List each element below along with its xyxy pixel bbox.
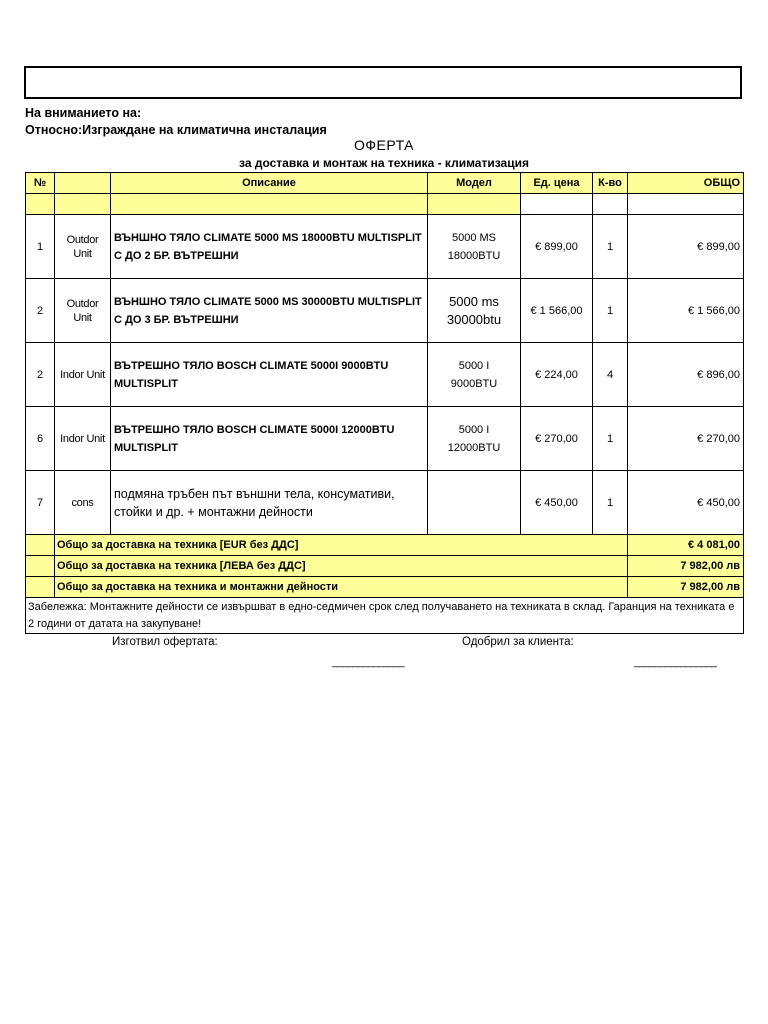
row-category: Outdor Unit <box>55 279 111 343</box>
row-qty: 4 <box>593 343 628 407</box>
col-header-num: № <box>26 173 55 194</box>
row-num: 1 <box>26 215 55 279</box>
row-num: 2 <box>26 279 55 343</box>
row-total: € 899,00 <box>628 215 744 279</box>
offer-title: ОФЕРТА <box>353 137 414 153</box>
row-unit-price: € 1 566,00 <box>521 279 593 343</box>
summary-row <box>26 556 744 577</box>
col-header-category <box>55 173 111 194</box>
offer-subtitle: за доставка и монтаж на техника - климатизация <box>239 156 529 170</box>
row-num: 6 <box>26 407 55 471</box>
table-row <box>26 279 744 343</box>
row-total: € 1 566,00 <box>628 279 744 343</box>
summary-value: € 4 081,00 <box>628 535 744 556</box>
row-category: Outdor Unit <box>55 215 111 279</box>
model-line-1: 5000 I <box>458 423 490 436</box>
col-header-total: ОБЩО <box>628 173 744 194</box>
row-category: Indor Unit <box>55 407 111 471</box>
row-model <box>428 279 521 343</box>
row-model <box>428 215 521 279</box>
row-num: 7 <box>26 471 55 535</box>
header-box <box>24 66 742 99</box>
summary-label: Общо за доставка на техника [EUR без ДДС] <box>55 535 628 556</box>
table-header-row <box>26 173 744 194</box>
model-line-2: 18000BTU <box>447 249 501 262</box>
summary-row <box>26 577 744 598</box>
row-category: Indor Unit <box>55 343 111 407</box>
row-unit-price: € 450,00 <box>521 471 593 535</box>
approved-by-label: Одобрил за клиента: <box>462 636 574 648</box>
row-unit-price: € 224,00 <box>521 343 593 407</box>
col-header-model: Модел <box>428 173 521 194</box>
model-line-2: 30000btu <box>446 311 502 327</box>
row-description: подмяна тръбен път външни тела, консумативи, стойки и др. + монтажни дейности <box>111 471 428 535</box>
offer-table <box>25 172 744 634</box>
model-line-1: 5000 ms <box>449 293 499 309</box>
row-model <box>428 407 521 471</box>
row-total: € 896,00 <box>628 343 744 407</box>
row-description: ВЪТРЕШНО ТЯЛО BOSCH CLIMATE 5000I 12000BTU MULTISPLIT <box>111 407 428 471</box>
row-qty: 1 <box>593 471 628 535</box>
table-row <box>26 343 744 407</box>
model-line-2: 9000BTU <box>450 377 498 390</box>
row-unit-price: € 899,00 <box>521 215 593 279</box>
regarding-line: Относно:Изграждане на климатична инсталация <box>25 123 327 137</box>
summary-value: 7 982,00 лв <box>628 556 744 577</box>
summary-row <box>26 535 744 556</box>
row-qty: 1 <box>593 215 628 279</box>
table-row <box>26 471 744 535</box>
model-line-1: 5000 MS <box>451 231 497 244</box>
signature-line-right: ________________ <box>634 656 716 668</box>
row-description: ВЪНШНО ТЯЛО CLIMATE 5000 MS 30000BTU MULTISPLIT С ДО 3 БР. ВЪТРЕШНИ <box>111 279 428 343</box>
summary-label: Общо за доставка на техника и монтажни дейности <box>55 577 628 598</box>
note-text: Забележка: Монтажните дейности се извършват в едно-седмичен срок след получаването на техниката в склад. Гаранция на техниката е 2 години от датата на закупуване! <box>26 598 744 634</box>
summary-value: 7 982,00 лв <box>628 577 744 598</box>
col-header-description: Описание <box>111 173 428 194</box>
signature-line-left: ______________ <box>332 656 404 668</box>
row-description: ВЪТРЕШНО ТЯЛО BOSCH CLIMATE 5000I 9000BTU MULTISPLIT <box>111 343 428 407</box>
col-header-qty: К-во <box>593 173 628 194</box>
note-row <box>26 598 744 634</box>
row-model <box>428 343 521 407</box>
row-total: € 450,00 <box>628 471 744 535</box>
model-line-1: 5000 I <box>458 359 490 372</box>
table-row <box>26 215 744 279</box>
model-line-2: 12000BTU <box>447 441 501 454</box>
row-qty: 1 <box>593 407 628 471</box>
col-header-unit-price: Ед. цена <box>521 173 593 194</box>
prepared-by-label: Изготвил офертата: <box>112 636 218 648</box>
attention-line: На вниманието на: <box>25 106 142 120</box>
row-total: € 270,00 <box>628 407 744 471</box>
row-num: 2 <box>26 343 55 407</box>
row-unit-price: € 270,00 <box>521 407 593 471</box>
row-qty: 1 <box>593 279 628 343</box>
row-category: cons <box>55 471 111 535</box>
row-model <box>428 471 521 535</box>
row-description: ВЪНШНО ТЯЛО CLIMATE 5000 MS 18000BTU MULTISPLIT С ДО 2 БР. ВЪТРЕШНИ <box>111 215 428 279</box>
summary-label: Общо за доставка на техника [ЛЕВА без ДДС] <box>55 556 628 577</box>
table-row <box>26 407 744 471</box>
empty-row <box>26 194 744 215</box>
